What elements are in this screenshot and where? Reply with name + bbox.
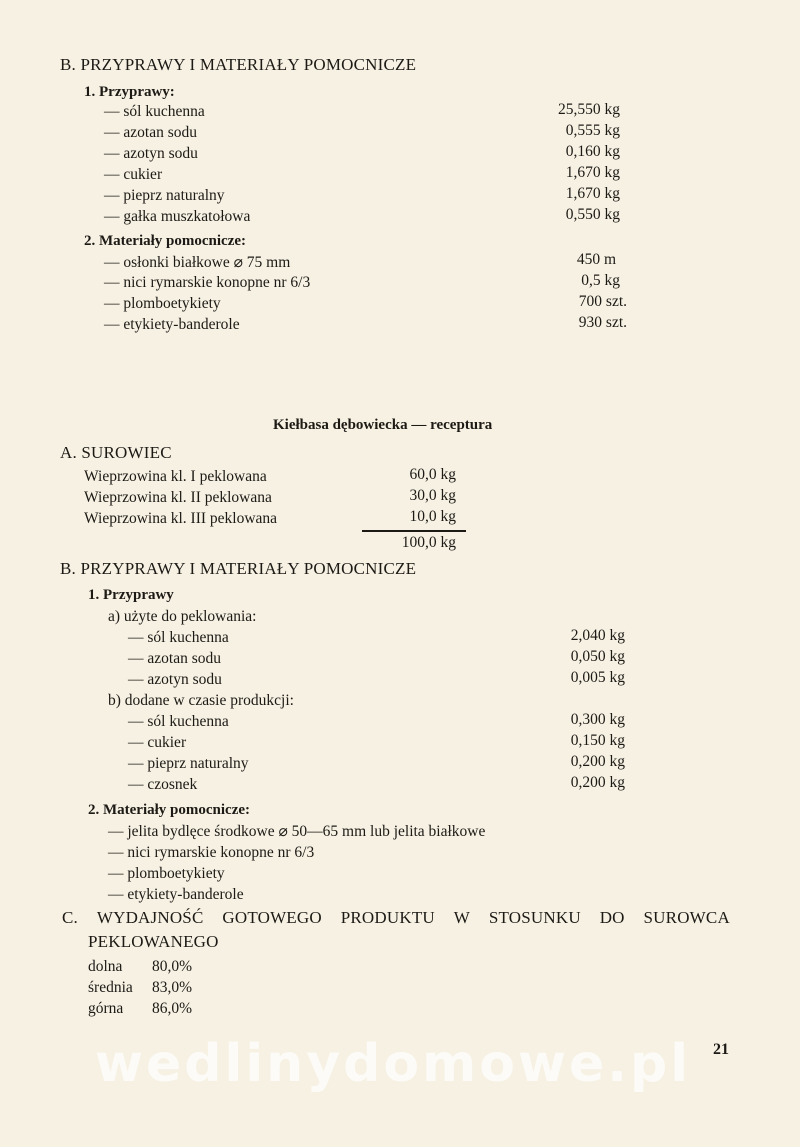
przyprawy-label: 1. Przyprawy — [88, 587, 174, 603]
section-c-word: WYDAJNOŚĆ — [96, 908, 204, 927]
produkcja-value: 0,200 kg — [570, 774, 625, 791]
produkcja-label: b) dodane w czasie produkcji: — [108, 692, 294, 709]
peklowanie-value: 0,050 kg — [570, 648, 625, 665]
przyprawa-value: 0,550 kg — [565, 206, 620, 223]
peklowanie-name: — sól kuchenna — [128, 629, 229, 646]
page-number: 21 — [713, 1041, 729, 1058]
produkcja-name: — pieprz naturalny — [128, 755, 249, 772]
watermark: wedlinydomowe.pl — [95, 1034, 692, 1094]
przyprawa-name: — azotyn sodu — [104, 145, 198, 162]
section-c-word: DO — [599, 908, 625, 927]
surowiec-value: 30,0 kg — [409, 487, 456, 504]
materialy-label: 2. Materiały pomocnicze: — [84, 233, 247, 249]
section-c-word: GOTOWEGO — [222, 908, 322, 927]
wydajnosc-name: średnia — [88, 979, 133, 996]
section-c-word: SUROWCA — [643, 908, 730, 927]
wydajnosc-name: górna — [88, 1000, 124, 1017]
wydajnosc-name: dolna — [88, 958, 123, 975]
wydajnosc-value: 83,0% — [152, 979, 193, 996]
materialy-label: 2. Materiały pomocnicze: — [88, 802, 251, 818]
section-c-word: PRODUKTU — [340, 908, 435, 927]
material-name: — osłonki białkowe ⌀ 75 mm — [104, 254, 291, 271]
recipe-title: Kiełbasa dębowiecka — receptura — [273, 417, 493, 433]
przyprawa-name: — gałka muszkatołowa — [104, 208, 251, 225]
przyprawa-name: — cukier — [104, 166, 163, 183]
section-c-word: W — [453, 908, 470, 927]
section-c-word: C. — [62, 908, 78, 927]
peklowanie-name: — azotyn sodu — [128, 671, 222, 688]
wydajnosc-value: 80,0% — [152, 958, 193, 975]
produkcja-name: — sól kuchenna — [128, 713, 229, 730]
produkcja-name: — cukier — [128, 734, 187, 751]
surowiec-heading: A. SUROWIEC — [60, 443, 172, 462]
material-name: — nici rymarskie konopne nr 6/3 — [104, 274, 311, 291]
produkcja-name: — czosnek — [128, 776, 198, 793]
surowiec-name: Wieprzowina kl. I peklowana — [84, 468, 267, 485]
przyprawa-value: 0,555 kg — [565, 122, 620, 139]
section-b-heading: B. PRZYPRAWY I MATERIAŁY POMOCNICZE — [60, 55, 417, 74]
produkcja-value: 0,300 kg — [570, 711, 625, 728]
section-c-heading-line2: PEKLOWANEGO — [88, 932, 219, 951]
przyprawa-value: 1,670 kg — [565, 185, 620, 202]
material-item: — nici rymarskie konopne nr 6/3 — [108, 844, 315, 861]
peklowanie-value: 2,040 kg — [570, 627, 625, 644]
surowiec-value: 60,0 kg — [409, 466, 456, 483]
surowiec-value: 10,0 kg — [409, 508, 456, 525]
section-b-heading: B. PRZYPRAWY I MATERIAŁY POMOCNICZE — [60, 559, 417, 578]
surowiec-name: Wieprzowina kl. II peklowana — [84, 489, 272, 506]
material-name: — plomboetykiety — [104, 295, 221, 312]
wydajnosc-value: 86,0% — [152, 1000, 193, 1017]
section-c-heading — [62, 908, 730, 928]
material-name: — etykiety-banderole — [104, 316, 240, 333]
przyprawa-value: 0,160 kg — [565, 143, 620, 160]
surowiec-total: 100,0 kg — [401, 534, 456, 551]
peklowanie-name: — azotan sodu — [128, 650, 221, 667]
produkcja-value: 0,200 kg — [570, 753, 625, 770]
przyprawa-value: 1,670 kg — [565, 164, 620, 181]
przyprawa-value: 25,550 kg — [558, 101, 620, 118]
przyprawy-label: 1. Przyprawy: — [84, 84, 175, 100]
material-value: 700 szt. — [578, 293, 627, 310]
material-value: 930 szt. — [578, 314, 627, 331]
material-value: 450 m — [576, 251, 616, 268]
material-value: 0,5 kg — [581, 272, 620, 289]
peklowanie-value: 0,005 kg — [570, 669, 625, 686]
material-item: — jelita bydlęce środkowe ⌀ 50—65 mm lub jelita białkowe — [108, 823, 486, 840]
material-item: — plomboetykiety — [108, 865, 225, 882]
przyprawa-name: — azotan sodu — [104, 124, 197, 141]
surowiec-name: Wieprzowina kl. III peklowana — [84, 510, 278, 527]
peklowanie-label: a) użyte do peklowania: — [108, 608, 257, 625]
section-c-word: STOSUNKU — [488, 908, 581, 927]
material-item: — etykiety-banderole — [108, 886, 244, 903]
sum-rule — [362, 530, 466, 532]
produkcja-value: 0,150 kg — [570, 732, 625, 749]
przyprawa-name: — sól kuchenna — [104, 103, 205, 120]
przyprawa-name: — pieprz naturalny — [104, 187, 225, 204]
